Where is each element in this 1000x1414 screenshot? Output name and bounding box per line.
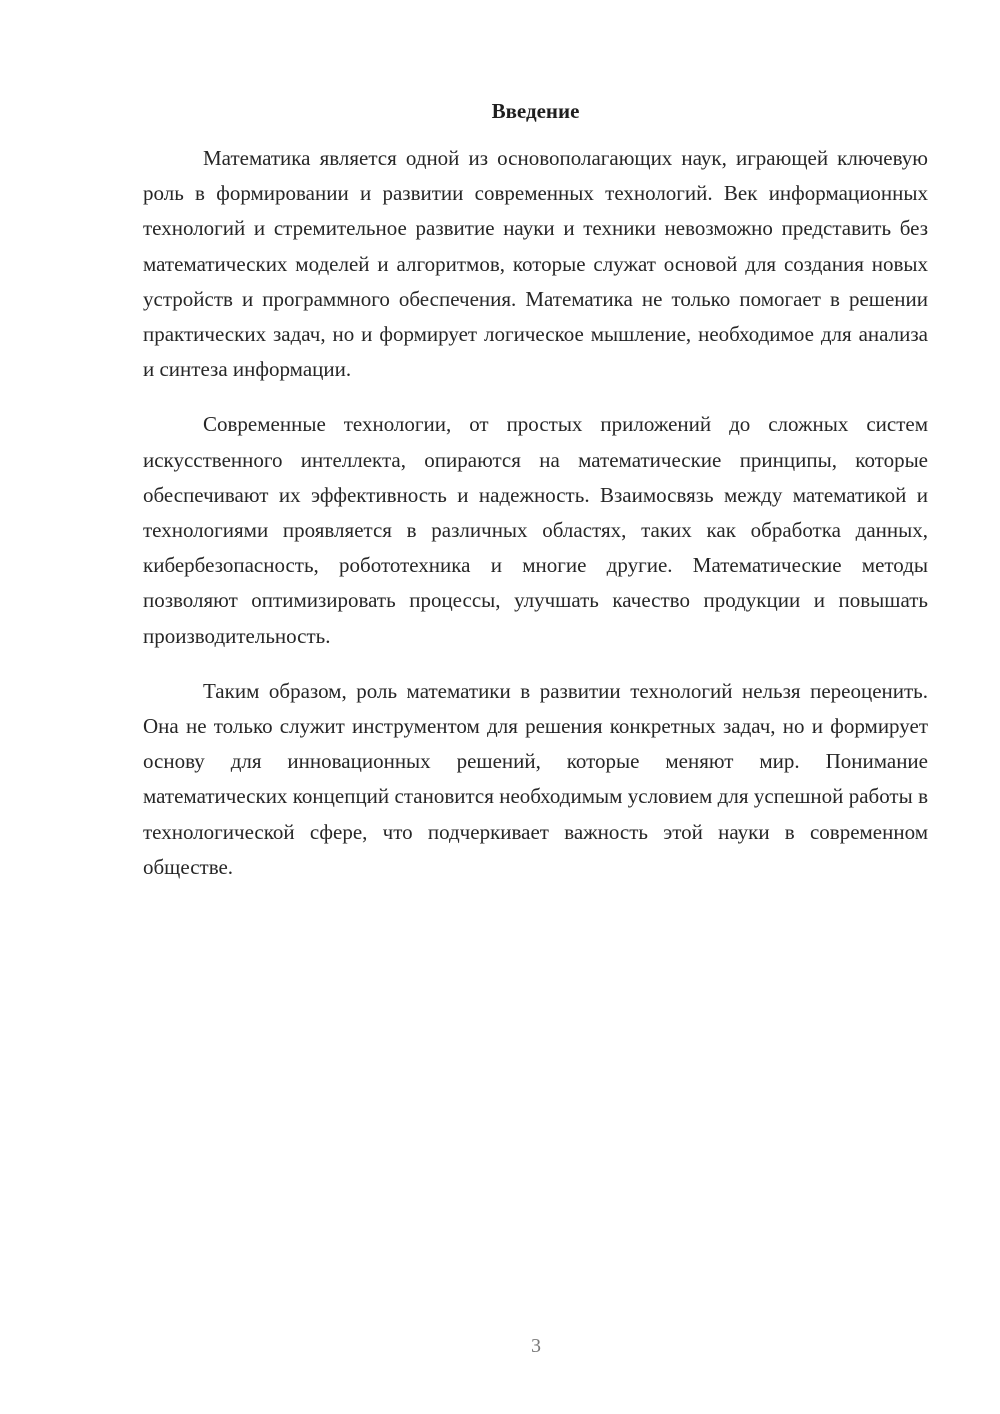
body-text [143, 141, 928, 905]
paragraph-1: Математика является одной из основополагающих наук, играющей ключевую роль в формировании и развитии современных технологий. Век информационных технологий и стремительное развитие науки и техники невозможно представить без математических моделей и алгоритмов, которые служат основой для создания новых устройств и программного обеспечения. Математика не только помогает в решении практических задач, но и формирует логическое мышление, необходимое для анализа и синтеза информации. [143, 146, 928, 382]
paragraph-3: Таким образом, роль математики в развитии технологий нельзя переоценить. Она не только служит инструментом для решения конкретных задач, но и формирует основу для инновационных решений, которые меняют мир. Понимание математических концепций становится необходимым условием для успешной работы в технологической сфере, что подчеркивает важность этой науки в современном обществе. [143, 678, 928, 879]
page-number: 3 [531, 1335, 541, 1357]
section-title: Введение [491, 99, 580, 123]
paragraph-2: Современные технологии, от простых приложений до сложных систем искусственного интеллекта, опираются на математические принципы, которые обеспечивают их эффективность и надежность. Взаимосвязь между математикой и технологиями проявляется в различных областях, таких как обработка данных, кибербезопасность, робототехника и многие другие. Математические методы позволяют оптимизировать процессы, улучшать качество продукции и повышать производительность. [143, 412, 928, 648]
